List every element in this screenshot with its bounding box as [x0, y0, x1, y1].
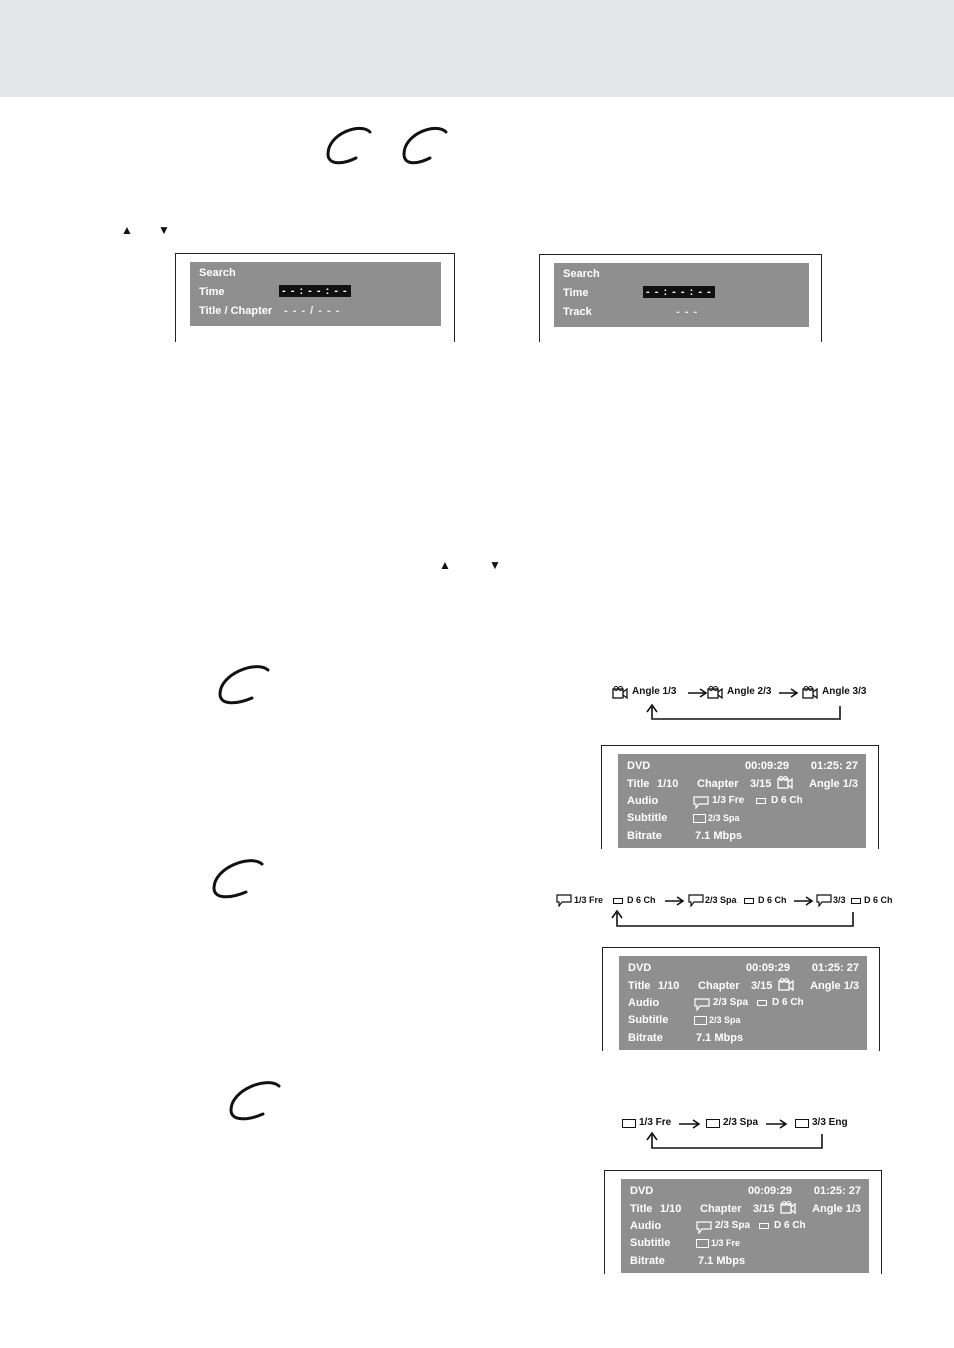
dolby-icon — [759, 1223, 769, 1229]
subtitle-value: 1/3 Fre — [711, 1238, 741, 1248]
remote-button-glyph-icon — [223, 1078, 289, 1124]
search-osd-cd — [554, 263, 809, 327]
angle-value: Angle 1/3 — [809, 778, 858, 790]
right-arrow-icon — [779, 688, 799, 698]
subtitle-cycle — [620, 1117, 860, 1153]
subtitle-label: Subtitle — [627, 812, 668, 824]
audio-option-ch: D 6 Ch — [758, 895, 787, 905]
audio-cycle — [555, 894, 900, 934]
time-elapsed: 00:09:29 — [748, 1185, 793, 1197]
time-total: 01:25: 27 — [811, 962, 859, 974]
header-band — [0, 0, 954, 97]
dolby-icon — [744, 898, 754, 904]
title-value: 1/10 — [660, 1203, 682, 1215]
camera-icon — [707, 686, 723, 700]
search-title: Search — [199, 267, 236, 279]
info-osd — [619, 956, 867, 1050]
right-arrow-icon — [794, 896, 814, 906]
audio-lang: 2/3 Spa — [715, 1220, 751, 1231]
remote-button-glyph-icon — [212, 662, 278, 708]
time-elapsed: 00:09:29 — [745, 760, 790, 772]
time-elapsed: 00:09:29 — [746, 962, 791, 974]
info-osd — [621, 1179, 869, 1273]
disc-type: DVD — [630, 1185, 654, 1197]
subtitle-box-icon — [706, 1119, 720, 1128]
bitrate-label: Bitrate — [628, 1032, 663, 1044]
subtitle-label: Subtitle — [630, 1237, 671, 1249]
title-label: Title — [630, 1203, 653, 1215]
disc-type: DVD — [628, 962, 652, 974]
track-label: Track — [563, 306, 592, 318]
up-arrow-icon: ▲ — [439, 558, 451, 572]
speech-bubble-icon — [694, 998, 710, 1011]
camera-icon — [612, 686, 628, 700]
title-value: 1/10 — [658, 980, 680, 992]
right-arrow-icon — [766, 1119, 788, 1129]
title-label: Title — [627, 778, 650, 790]
subtitle-value: 2/3 Spa — [708, 813, 740, 823]
return-loop-arrow-icon — [609, 908, 859, 930]
subtitle-value: 2/3 Spa — [709, 1015, 741, 1025]
chapter-value: 3/15 — [750, 778, 772, 790]
bitrate-label: Bitrate — [627, 830, 662, 842]
bitrate-label: Bitrate — [630, 1255, 665, 1267]
bitrate-value: 7.1 Mbps — [695, 830, 743, 842]
subtitle-option: 2/3 Spa — [723, 1117, 759, 1128]
audio-label: Audio — [628, 997, 660, 1009]
angle-value: Angle 1/3 — [812, 1203, 861, 1215]
angle-value: Angle 1/3 — [810, 980, 859, 992]
title-chapter-label: Title / Chapter — [199, 305, 273, 317]
audio-lang: 1/3 Fre — [712, 795, 745, 806]
right-arrow-icon — [679, 1119, 701, 1129]
audio-option-ch: D 6 Ch — [864, 895, 893, 905]
dolby-icon — [851, 898, 861, 904]
right-arrow-icon — [665, 896, 685, 906]
speech-bubble-icon — [696, 1221, 712, 1234]
subtitle-label: Subtitle — [628, 1014, 669, 1026]
subtitle-option: 1/3 Fre — [639, 1117, 672, 1128]
bitrate-value: 7.1 Mbps — [698, 1255, 746, 1267]
time-total: 01:25: 27 — [813, 1185, 861, 1197]
time-total: 01:25: 27 — [810, 760, 858, 772]
title-label: Title — [628, 980, 651, 992]
remote-button-glyph-icon — [394, 124, 456, 168]
speech-bubble-icon — [693, 796, 709, 809]
dolby-icon — [757, 1000, 767, 1006]
subtitle-box-icon — [795, 1119, 809, 1128]
time-label: Time — [199, 286, 225, 298]
audio-channels: D 6 Ch — [774, 1220, 806, 1231]
remote-button-glyph-icon — [322, 124, 384, 168]
audio-option-lang: 1/3 Fre — [574, 895, 604, 905]
bitrate-value: 7.1 Mbps — [696, 1032, 744, 1044]
subtitle-box-icon — [622, 1119, 636, 1128]
camera-icon — [802, 686, 818, 700]
chapter-value: 3/15 — [753, 1203, 775, 1215]
search-osd-dvd — [190, 262, 441, 326]
chapter-label: Chapter — [697, 778, 739, 790]
chapter-label: Chapter — [698, 980, 740, 992]
right-arrow-icon — [688, 688, 708, 698]
angle-option: Angle 1/3 — [632, 686, 677, 697]
title-chapter-input[interactable]: - - - / - - - — [284, 305, 341, 317]
subtitle-box-icon — [693, 814, 706, 823]
speech-bubble-icon — [688, 894, 704, 907]
audio-option-lang: 3/3 — [833, 895, 846, 905]
time-input[interactable] — [279, 285, 351, 297]
track-input[interactable]: - - - — [676, 306, 699, 318]
dolby-icon — [756, 798, 766, 804]
down-arrow-icon: ▼ — [489, 558, 501, 572]
dolby-icon — [613, 898, 623, 904]
subtitle-option: 3/3 Eng — [812, 1117, 848, 1128]
chapter-label: Chapter — [700, 1203, 742, 1215]
time-value: - - : - - : - - — [643, 286, 715, 298]
search-title: Search — [563, 268, 600, 280]
audio-option-lang: 2/3 Spa — [705, 895, 737, 905]
down-arrow-icon: ▼ — [158, 223, 170, 237]
angle-option: Angle 3/3 — [822, 686, 867, 697]
time-label: Time — [563, 287, 589, 299]
angle-option: Angle 2/3 — [727, 686, 772, 697]
return-loop-arrow-icon — [644, 703, 844, 723]
speech-bubble-icon — [816, 894, 832, 907]
audio-label: Audio — [627, 795, 659, 807]
info-osd — [618, 754, 866, 848]
title-value: 1/10 — [657, 778, 679, 790]
time-input[interactable] — [643, 286, 715, 298]
audio-lang: 2/3 Spa — [713, 997, 749, 1008]
audio-label: Audio — [630, 1220, 662, 1232]
audio-channels: D 6 Ch — [771, 795, 803, 806]
chapter-value: 3/15 — [751, 980, 773, 992]
audio-channels: D 6 Ch — [772, 997, 804, 1008]
camera-icon — [780, 1201, 796, 1215]
up-arrow-icon: ▲ — [121, 223, 133, 237]
angle-cycle — [610, 686, 880, 726]
camera-icon — [778, 978, 794, 992]
camera-icon — [777, 776, 793, 790]
disc-type: DVD — [627, 760, 651, 772]
subtitle-box-icon — [694, 1016, 707, 1025]
return-loop-arrow-icon — [644, 1130, 826, 1152]
remote-button-glyph-icon — [206, 856, 272, 902]
time-value: - - : - - : - - — [279, 285, 351, 297]
subtitle-box-icon — [696, 1239, 709, 1248]
speech-bubble-icon — [556, 894, 572, 907]
audio-option-ch: D 6 Ch — [627, 895, 656, 905]
